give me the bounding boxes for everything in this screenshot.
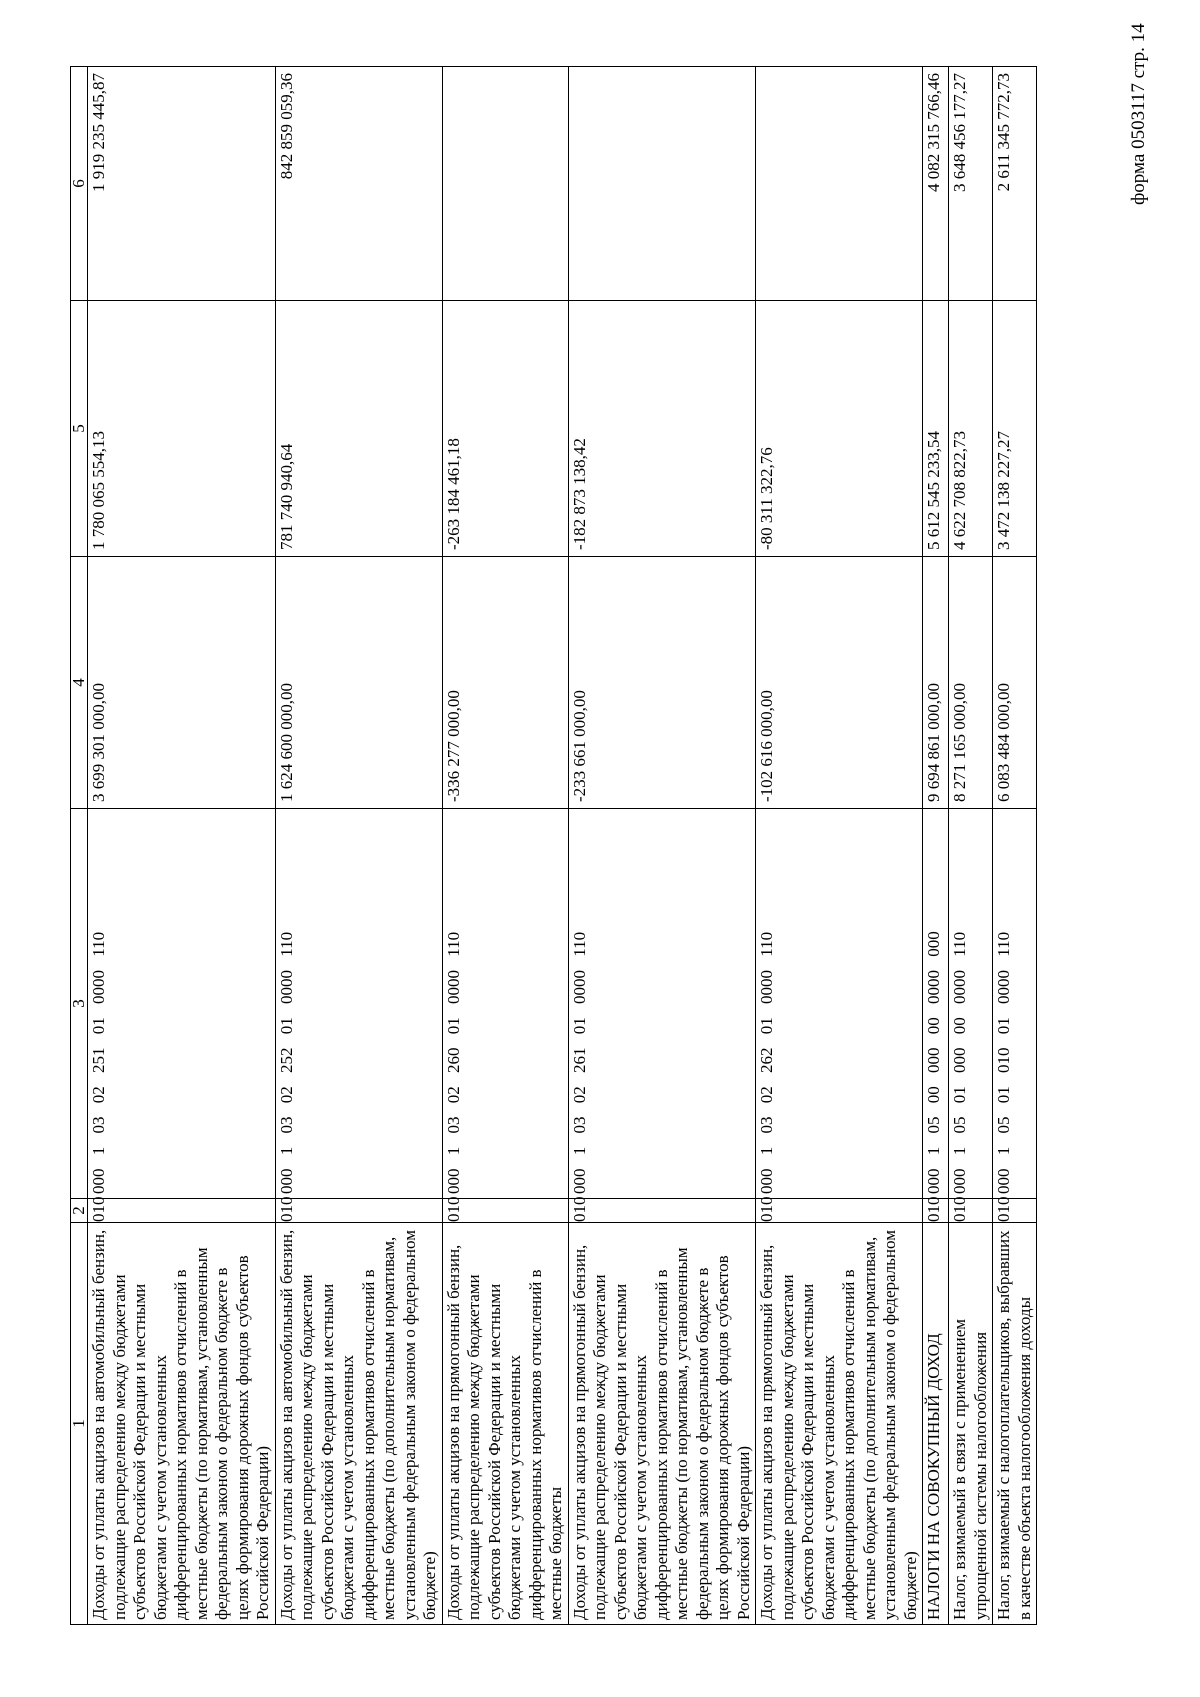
executed-amount: 3 472 138 227,27 bbox=[993, 301, 1037, 557]
table-row bbox=[275, 67, 442, 1625]
column-header-3: 3 bbox=[71, 809, 88, 1199]
approved-amount: 3 699 301 000,00 bbox=[88, 557, 276, 809]
executed-amount: 781 740 940,64 bbox=[275, 301, 442, 557]
table-row bbox=[88, 67, 276, 1625]
unexecuted-amount bbox=[568, 67, 756, 301]
unexecuted-amount: 1 919 235 445,87 bbox=[88, 67, 276, 301]
line-code: 010 bbox=[275, 1199, 442, 1223]
table-row bbox=[568, 67, 756, 1625]
revenue-name: Налог, взимаемый с налогоплательщиков, выбравших в качестве объекта налогообложения доходы bbox=[993, 1223, 1037, 1625]
revenue-name: Доходы от уплаты акцизов на прямогонный бензин, подлежащие распределению между бюджетами субъектов Российской Федерации и местными бюджетами с учетом установленных дифференцированных нормативов отчислений в местные бюджеты bbox=[442, 1223, 568, 1625]
revenue-name: НАЛОГИ НА СОВОКУПНЫЙ ДОХОД bbox=[923, 1223, 949, 1625]
table-row bbox=[442, 67, 568, 1625]
budget-class-code: 000 1 03 02 262 01 0000 110 bbox=[756, 809, 923, 1199]
approved-amount: 9 694 861 000,00 bbox=[923, 557, 949, 809]
approved-amount: -233 661 000,00 bbox=[568, 557, 756, 809]
budget-class-code: 000 1 05 01 000 00 0000 110 bbox=[949, 809, 993, 1199]
unexecuted-amount: 4 082 315 766,46 bbox=[923, 67, 949, 301]
approved-amount: 8 271 165 000,00 bbox=[949, 557, 993, 809]
column-header-4: 4 bbox=[71, 557, 88, 809]
line-code: 010 bbox=[949, 1199, 993, 1223]
executed-amount: -80 311 322,76 bbox=[756, 301, 923, 557]
revenue-name: Доходы от уплаты акцизов на прямогонный бензин, подлежащие распределению между бюджетами субъектов Российской Федерации и местными бюджетами с учетом установленных дифференцированных нормативов отчислений в местные бюджеты (по дополнительным нормативам, установленным федеральным законом о федеральном бюджете) bbox=[756, 1223, 923, 1625]
revenue-name: Налог, взимаемый в связи с применением упрощенной системы налогообложения bbox=[949, 1223, 993, 1625]
executed-amount: 5 612 545 233,54 bbox=[923, 301, 949, 557]
column-number-row bbox=[71, 67, 88, 1625]
revenue-name: Доходы от уплаты акцизов на автомобильный бензин, подлежащие распределению между бюджетами субъектов Российской Федерации и местными бюджетами с учетом установленных дифференцированных нормативов отчислений в местные бюджеты (по нормативам, установленным федеральным законом о федеральном бюджете в целях формирования дорожных фондов субъектов Российской Федерации) bbox=[88, 1223, 276, 1625]
table-row bbox=[949, 67, 993, 1625]
executed-amount: 4 622 708 822,73 bbox=[949, 301, 993, 557]
table-row bbox=[756, 67, 923, 1625]
approved-amount: 6 083 484 000,00 bbox=[993, 557, 1037, 809]
unexecuted-amount bbox=[756, 67, 923, 301]
column-header-6: 6 bbox=[71, 67, 88, 301]
approved-amount: -102 616 000,00 bbox=[756, 557, 923, 809]
budget-class-code: 000 1 03 02 251 01 0000 110 bbox=[88, 809, 276, 1199]
budget-class-code: 000 1 03 02 252 01 0000 110 bbox=[275, 809, 442, 1199]
column-header-2: 2 bbox=[71, 1199, 88, 1223]
column-header-1: 1 bbox=[71, 1223, 88, 1625]
approved-amount: 1 624 600 000,00 bbox=[275, 557, 442, 809]
line-code: 010 bbox=[88, 1199, 276, 1223]
table-row bbox=[923, 67, 949, 1625]
executed-amount: -263 184 461,18 bbox=[442, 301, 568, 557]
table-row bbox=[993, 67, 1037, 1625]
line-code: 010 bbox=[993, 1199, 1037, 1223]
unexecuted-amount bbox=[442, 67, 568, 301]
budget-revenue-table bbox=[70, 66, 1037, 1625]
budget-class-code: 000 1 05 00 000 00 0000 000 bbox=[923, 809, 949, 1199]
column-header-5: 5 bbox=[71, 301, 88, 557]
line-code: 010 bbox=[568, 1199, 756, 1223]
revenue-name: Доходы от уплаты акцизов на автомобильный бензин, подлежащие распределению между бюджетами субъектов Российской Федерации и местными бюджетами с учетом установленных дифференцированных нормативов отчислений в местные бюджеты (по дополнительным нормативам, установленным федеральным законом о федеральном бюджете) bbox=[275, 1223, 442, 1625]
budget-class-code: 000 1 03 02 260 01 0000 110 bbox=[442, 809, 568, 1199]
line-code: 010 bbox=[923, 1199, 949, 1223]
unexecuted-amount: 2 611 345 772,73 bbox=[993, 67, 1037, 301]
unexecuted-amount: 3 648 456 177,27 bbox=[949, 67, 993, 301]
unexecuted-amount: 842 859 059,36 bbox=[275, 67, 442, 301]
budget-class-code: 000 1 03 02 261 01 0000 110 bbox=[568, 809, 756, 1199]
executed-amount: 1 780 065 554,13 bbox=[88, 301, 276, 557]
form-reference: форма 0503117 стр. 14 bbox=[1128, 23, 1149, 205]
line-code: 010 bbox=[442, 1199, 568, 1223]
budget-class-code: 000 1 05 01 010 01 0000 110 bbox=[993, 809, 1037, 1199]
executed-amount: -182 873 138,42 bbox=[568, 301, 756, 557]
line-code: 010 bbox=[756, 1199, 923, 1223]
approved-amount: -336 277 000,00 bbox=[442, 557, 568, 809]
revenue-name: Доходы от уплаты акцизов на прямогонный бензин, подлежащие распределению между бюджетами субъектов Российской Федерации и местными бюджетами с учетом установленных дифференцированных нормативов отчислений в местные бюджеты (по нормативам, установленным федеральным законом о федеральном бюджете в целях формирования дорожных фондов субъектов Российской Федерации) bbox=[568, 1223, 756, 1625]
